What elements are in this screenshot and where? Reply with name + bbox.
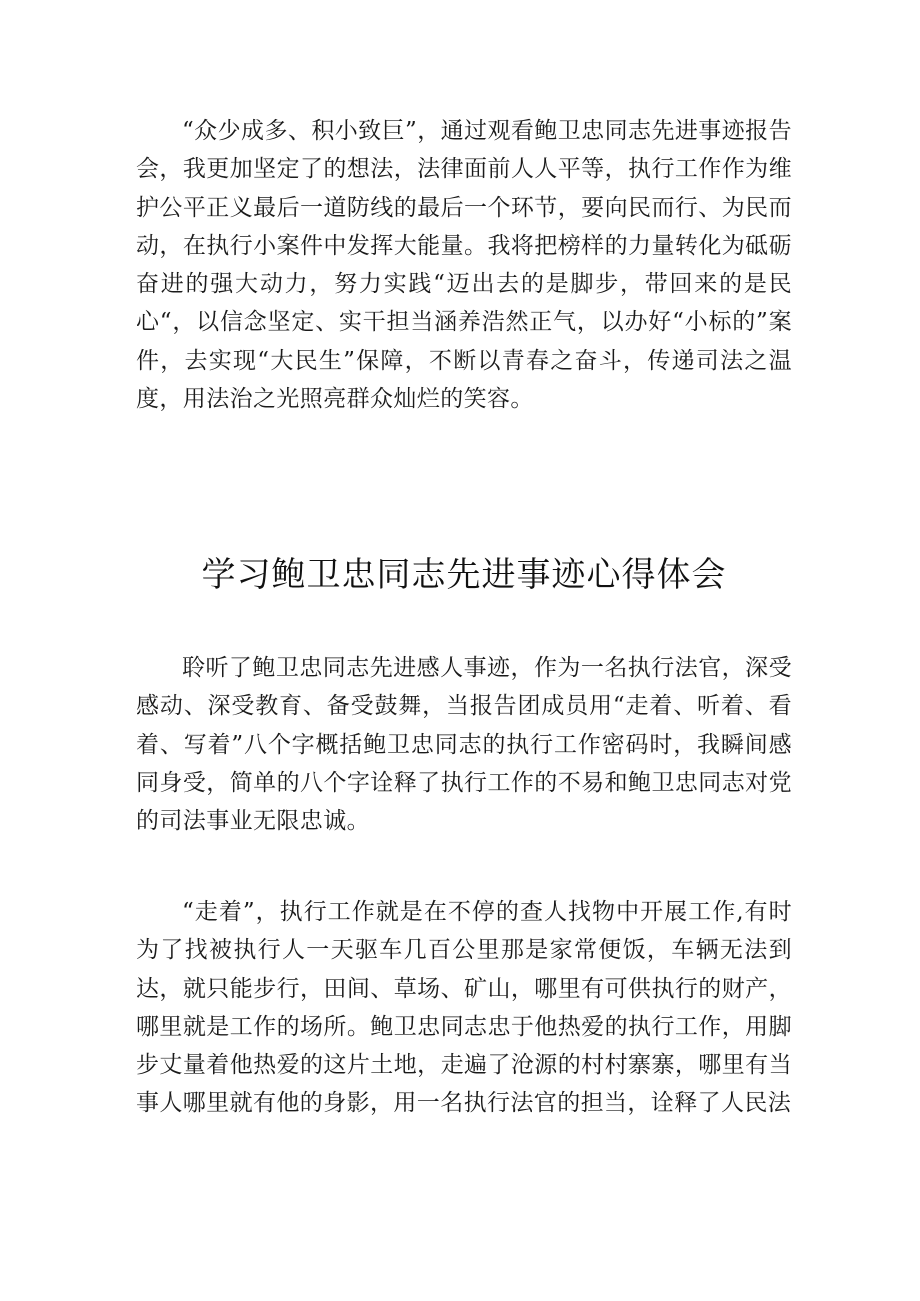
- body-paragraph-3: “走着”，执行工作就是在不停的查人找物中开展工作,有时为了找被执行人一天驱车几百公里那是家常便饭，车辆无法到达，就只能步行，田间、草场、矿山，哪里有可供执行的财产，哪里就是工作的场所。鲍卫忠同志忠于他热爱的执行工作，用脚步丈量着他热爱的这片土地，走遍了沧源的村村寨寨，哪里有当事人哪里就有他的身影，用一名执行法官的担当，诠释了人民法: [136, 899, 792, 1117]
- body-paragraph-1: “众少成多、积小致巨”，通过观看鲍卫忠同志先进事迹报告会，我更加坚定了的想法，法律面前人人平等，执行工作作为维护公平正义最后一道防线的最后一个环节，要向民而行、为民而动，在执行小案件中发挥大能量。我将把榜样的力量转化为砥砺奋进的强大动力，努力实践“迈出去的是脚步，带回来的是民心“，以信念坚定、实干担当涵养浩然正气，以办好“小标的”案件，去实现“大民生”保障，不断以青春之奋斗，传递司法之温度，用法治之光照亮群众灿烂的笑容。: [136, 118, 792, 413]
- body-paragraph-2: 聆听了鲍卫忠同志先进感人事迹，作为一名执行法官，深受感动、深受教育、备受鼓舞，当报告团成员用“走着、听着、看着、写着”八个字概括鲍卫忠同志的执行工作密码时，我瞬间感同身受，简单的八个字诠释了执行工作的不易和鲍卫忠同志对党的司法事业无限忠诚。: [136, 655, 792, 835]
- section-title: 学习鲍卫忠同志先进事迹心得体会: [201, 555, 727, 595]
